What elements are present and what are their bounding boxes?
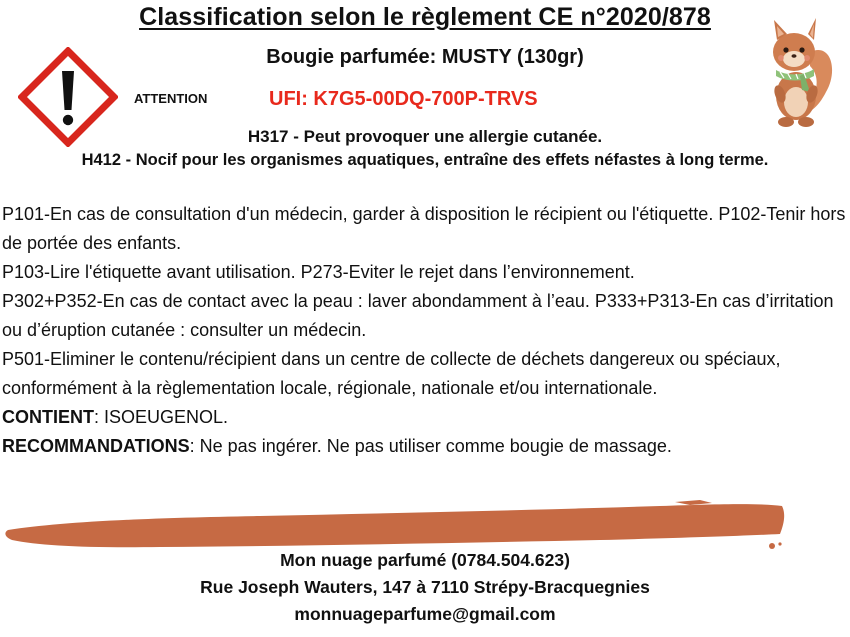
recommendations-label: RECOMMANDATIONS (2, 436, 190, 456)
page-title: Classification selon le règlement CE n°2020/878 (139, 3, 711, 31)
precaution-p302-p333: P302+P352-En cas de contact avec la peau : laver abondamment à l’eau. P333+P313-En cas d’irritation ou d’éruption cutanée : consulter un médecin. (2, 291, 834, 340)
precaution-p101-p102: P101-En cas de consultation d'un médecin, garder à disposition le récipient ou l'étiquette. P102-Tenir hors de portée des enfants. (2, 204, 846, 253)
precaution-p103-p273: P103-Lire l'étiquette avant utilisation. P273-Eviter le rejet dans l’environnement. (2, 262, 635, 282)
product-name: Bougie parfumée: MUSTY (130gr) (266, 46, 584, 68)
recommendations-line (2, 432, 848, 461)
ufi-code: UFI: K7G5-00DQ-700P-TRVS (269, 88, 538, 110)
footer-contact (0, 547, 850, 628)
signal-word: ATTENTION (134, 91, 208, 106)
contains-value: : ISOEUGENOL. (94, 407, 229, 427)
precaution-p501: P501-Eliminer le contenu/récipient dans un centre de collecte de déchets dangereux ou spéciaux, conformément à la règlementation locale, régionale, nationale et/ou internationale. (2, 349, 781, 398)
precautionary-statements (2, 200, 848, 461)
squirrel-icon (762, 12, 836, 140)
footer-email: monnuageparfume@gmail.com (294, 604, 556, 624)
recommendations-value: : Ne pas ingérer. Ne pas utiliser comme bougie de massage. (189, 436, 672, 456)
brush-stroke-divider (0, 494, 850, 552)
footer-address: Rue Joseph Wauters, 147 à 7110 Strépy-Bracquegnies (200, 577, 650, 597)
footer-company: Mon nuage parfumé (0784.504.623) (280, 550, 570, 570)
contains-label: CONTIENT (2, 407, 94, 427)
contains-line (2, 403, 848, 432)
hazard-statement-h412: H412 - Nocif pour les organismes aquatiques, entraîne des effets néfastes à long terme. (81, 151, 769, 169)
hazard-statement-h317: H317 - Peut provoquer une allergie cutanée. (247, 127, 603, 146)
